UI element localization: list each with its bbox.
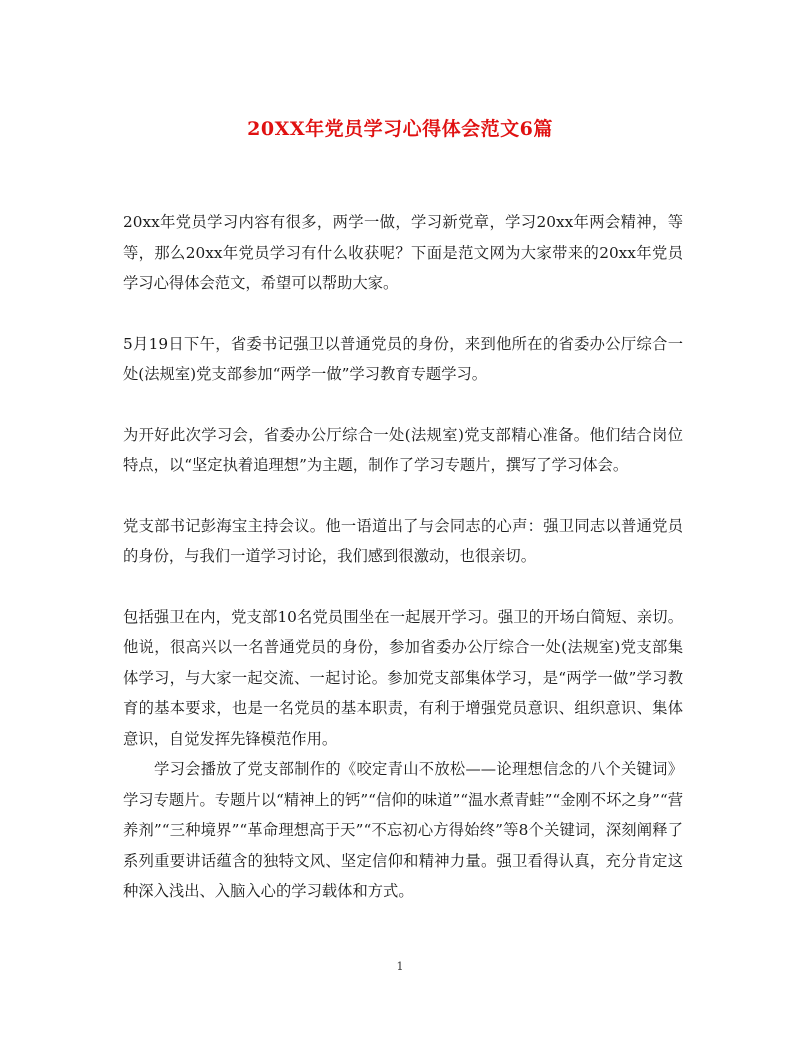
paragraph-secretary: 党支部书记彭海宝主持会议。他一语道出了与会同志的心声：强卫同志以普通党员的身份，与我们一道学习讨论，我们感到很激动，也很亲切。 [123,516,683,565]
document-body [123,207,683,907]
document-title: 20XX年党员学习心得体会范文6篇 [247,118,553,140]
paragraph-intro: 20xx年党员学习内容有很多，两学一做，学习新党章，学习20xx年两会精神，等等，那么20xx年党员学习有什么收获呢？下面是范文网为大家带来的20xx年党员学习心得体会范文，希望可以帮助大家。 [123,213,683,292]
paragraph-preparation: 为开好此次学习会，省委办公厅综合一处(法规室)党支部精心准备。他们结合岗位特点，以“坚定执着追理想”为主题，制作了学习专题片，撰写了学习体会。 [123,425,683,474]
page-number: 1 [396,960,404,973]
paragraph-meeting-date: 5月19日下午，省委书记强卫以普通党员的身份，来到他所在的省委办公厅综合一处(法规室)党支部参加“两学一做”学习教育专题学习。 [123,334,683,383]
paragraph-group-study: 包括强卫在内，党支部10名党员围坐在一起展开学习。强卫的开场白简短、亲切。他说，很高兴以一名普通党员的身份，参加省委办公厅综合一处(法规室)党支部集体学习，与大家一起交流、一起讨论。参加党支部集体学习，是“两学一做”学习教育的基本要求，也是一名党员的基本职责，有利于增强党员意识、组织意识、集体意识，自觉发挥先锋模范作用。 [123,607,683,748]
paragraph-documentary: 学习会播放了党支部制作的《咬定青山不放松——论理想信念的八个关键词》学习专题片。专题片以“精神上的钙”“信仰的味道”“温水煮青蛙”“金刚不坏之身”“营养剂”“三种境界”“革命理想高于天”“不忘初心方得始终”等8个关键词，深刻阐释了系列重要讲话蕴含的独特文风、坚定信仰和精神力量。强卫看得认真，充分肯定这种深入浅出、入脑入心的学习载体和方式。 [123,760,683,900]
